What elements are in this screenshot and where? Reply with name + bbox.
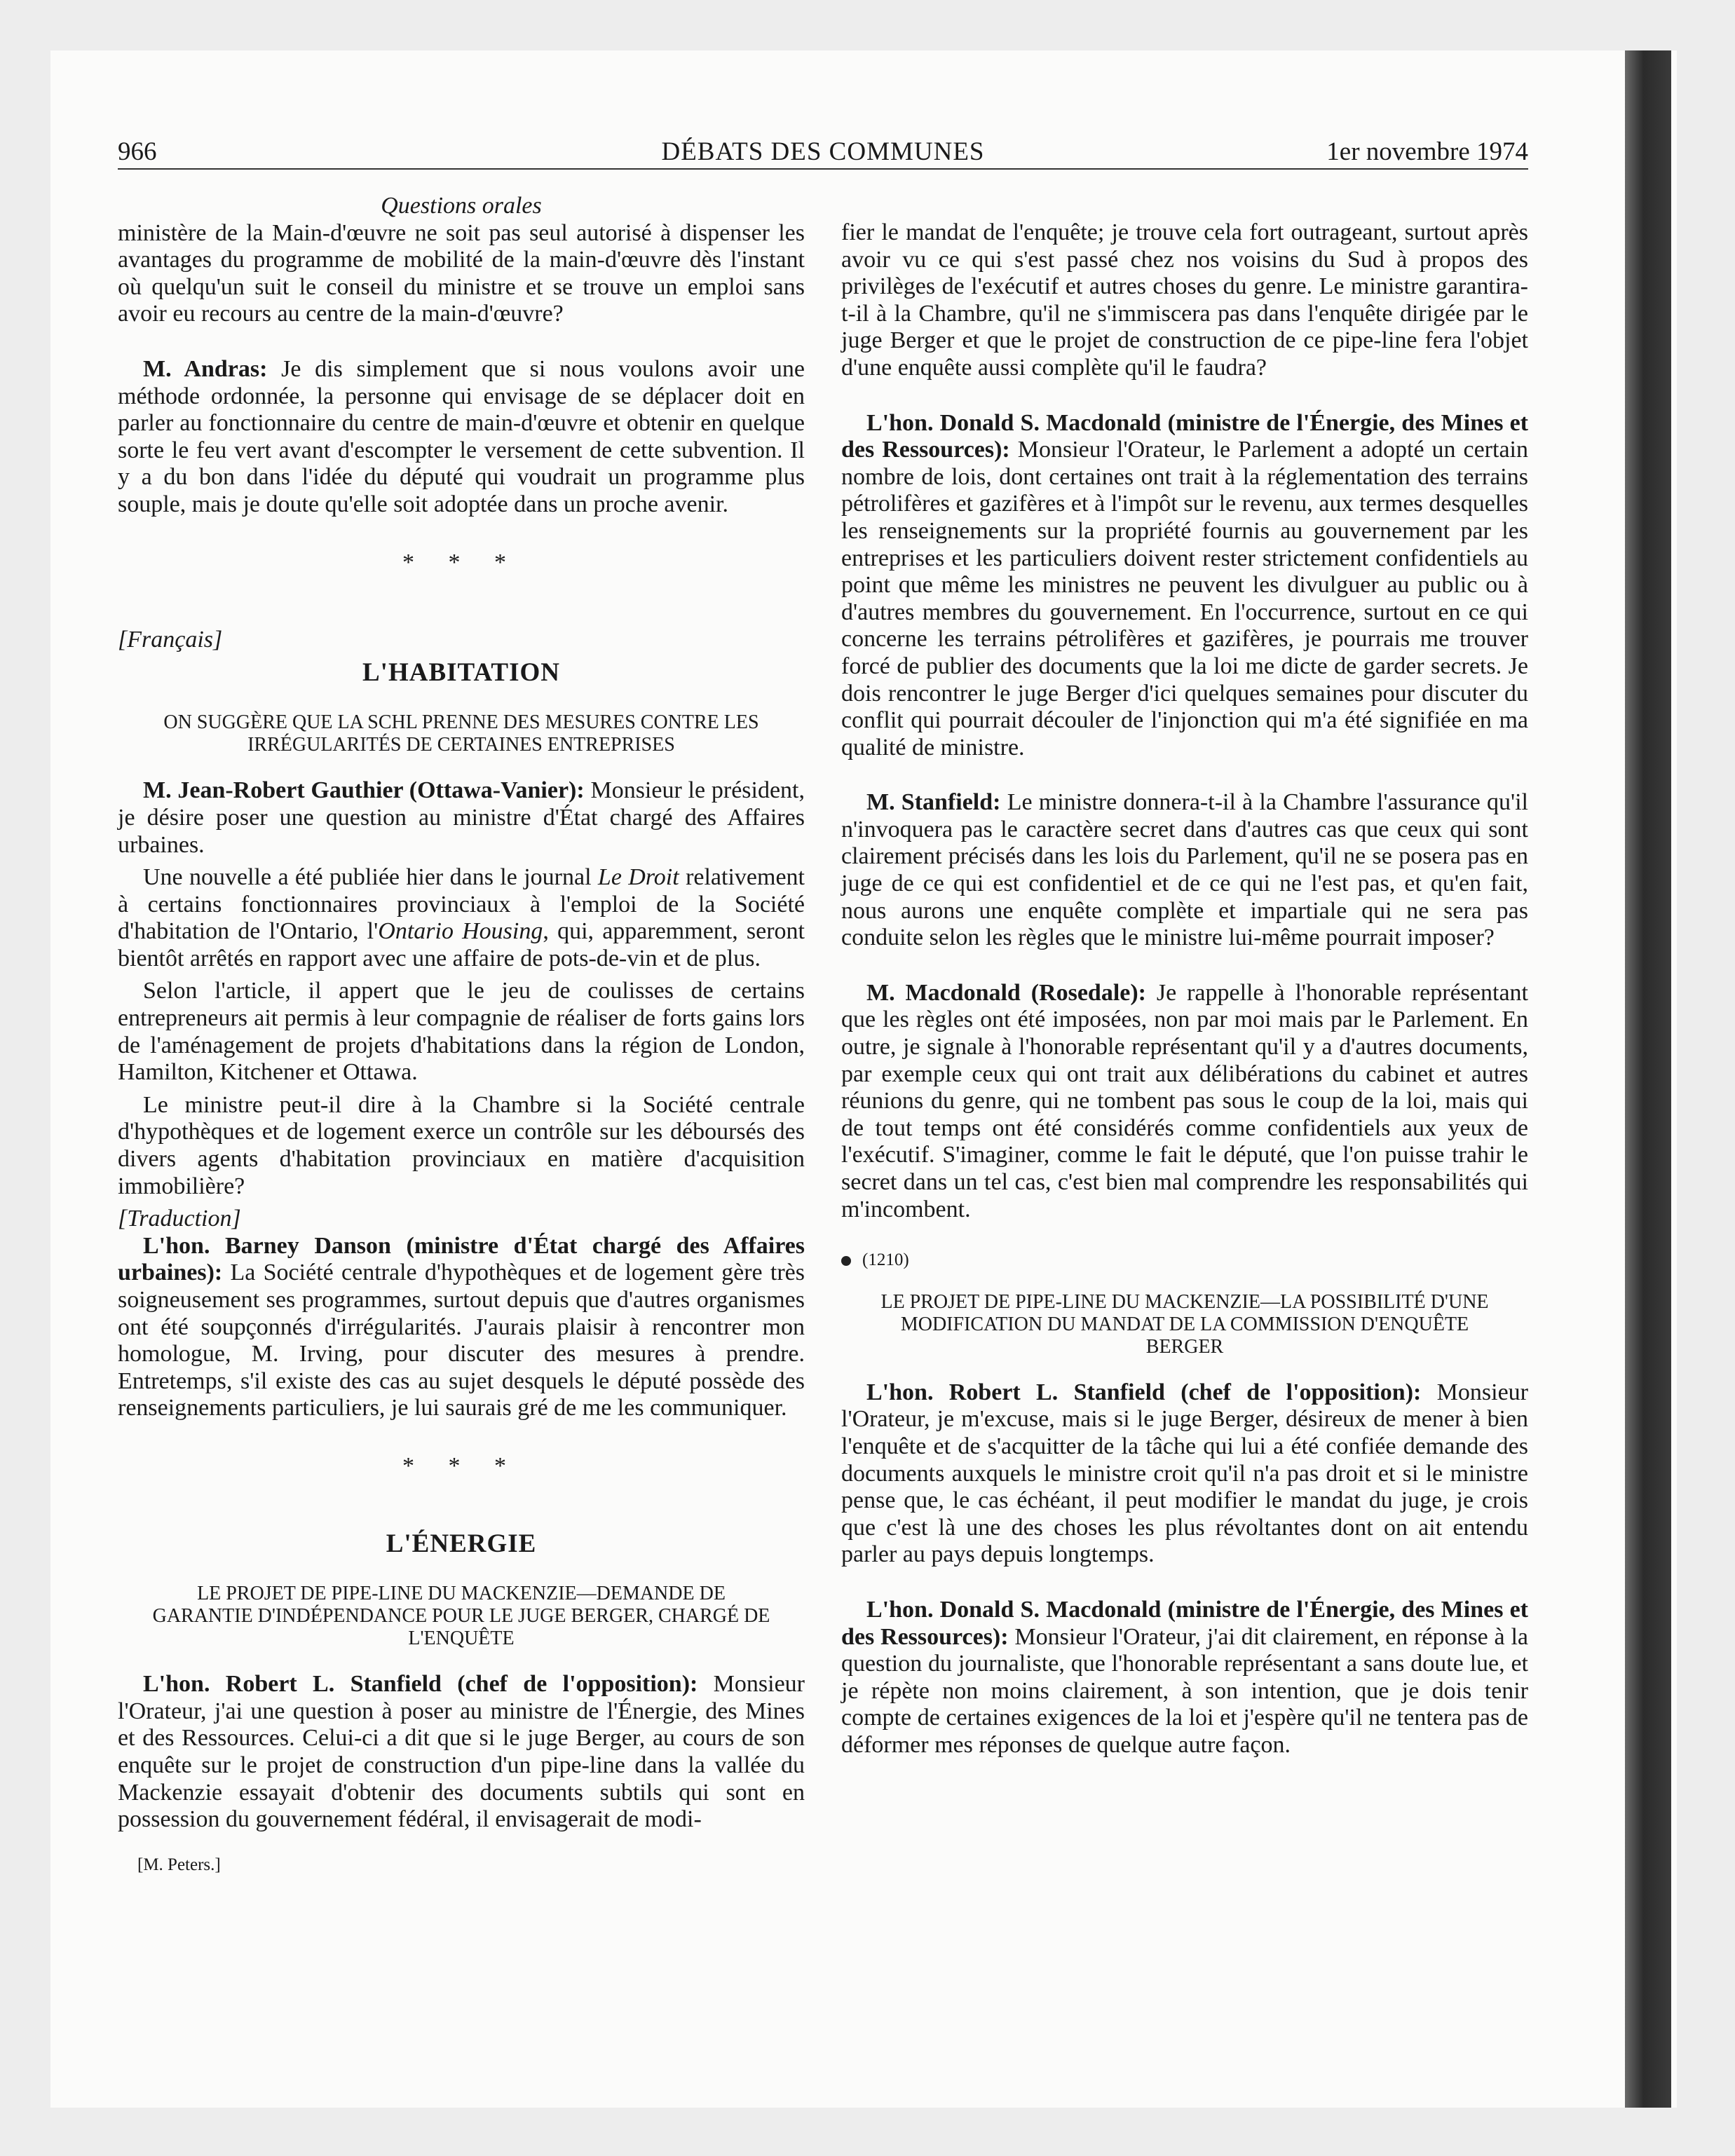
text-run: , qui, apparemment, seront bientôt arrêtés en rapport avec une affaire de pots-de-vin et de plus. [118, 918, 805, 971]
speech-text: Je dis simplement que si nous voulons avoir une méthode ordonnée, la personne qui envisage de se déplacer doit en parler au fonctionnaire du centre de main-d'œuvre et obtenir en quelque sorte le feu vert avant d'escompter le versement de cette subvention. Il y a du bon dans l'idée du député qui voudrait un programme plus souple, mais je doute qu'elle soit adoptée dans un proche avenir. [118, 355, 805, 517]
page-date: 1er novembre 1974 [1326, 137, 1528, 166]
speaker-name: M. Stanfield: [866, 789, 1001, 816]
speech [841, 1597, 1528, 1759]
organization-name: Ontario Housing [378, 918, 543, 945]
sub-heading: ON SUGGÈRE QUE LA SCHL PRENNE DES MESURES CONTRE LES IRRÉGULARITÉS DE CERTAINES ENTREPRISES [163, 711, 759, 756]
paragraph: ministère de la Main-d'œuvre ne soit pas seul autorisé à dispenser les avantages du programme de mobilité de la main-d'œuvre dès l'instant où quelqu'un suit le conseil du ministre et se trouve un emploi sans avoir eu recours au centre de la main-d'œuvre? [118, 219, 805, 327]
left-column [118, 193, 805, 1878]
speech-text: Monsieur le président, je désire poser une question au ministre d'État chargé des Affaires urbaines. [118, 777, 805, 858]
language-tag: [Traduction] [118, 1206, 241, 1232]
page-number: 966 [118, 137, 157, 166]
paragraph [118, 864, 805, 972]
speech-text: Le ministre donnera-t-il à la Chambre l'assurance qu'il n'invoquera pas le caractère secret dans d'autres cas que ceux qui sont clairement précisés dans les lois du Parlement, qu'il ne se posera pas en juge de ce qui est confidentiel et de ce qui ne l'est pas, et qu'en fait, nous aurons une enquête complète et impartiale qui ne sera pas conduite selon les règles que le ministre lui-même pourrait imposer? [841, 789, 1528, 951]
sub-heading: LE PROJET DE PIPE-LINE DU MACKENZIE—DEMANDE DE GARANTIE D'INDÉPENDANCE POUR LE JUGE BERGER, CHARGÉ DE L'ENQUÊTE [152, 1583, 770, 1650]
speaker-name: L'hon. Donald S. Macdonald (ministre de l'Énergie, des Mines et des Ressources): [841, 1596, 1528, 1650]
speaker-name: M. Macdonald (Rosedale): [866, 979, 1147, 1006]
speech [118, 1233, 805, 1422]
speech [841, 980, 1528, 1223]
speaker-name: L'hon. Donald S. Macdonald (ministre de l'Énergie, des Mines et des Ressources): [841, 409, 1528, 463]
speaker-name: L'hon. Barney Danson (ministre d'État chargé des Affaires urbaines): [118, 1232, 805, 1286]
speech [118, 777, 805, 859]
section-separator: * * * [402, 549, 520, 575]
time-marker [841, 1247, 1528, 1274]
book-spine-shadow [1625, 50, 1671, 2108]
section-heading: L'HABITATION [362, 657, 561, 687]
section-label: Questions orales [381, 193, 542, 219]
speech-text: Monsieur l'Orateur, le Parlement a adopté un certain nombre de lois, dont certaines ont trait à la réglementation des terrains pétrolifères et gazifères et à l'impôt sur le revenu, aux termes desquelles les renseignements sur la propriété fournis au gouvernement par les entreprises et les particuliers doivent rester strictement confidentiels au point que même les ministres ne peuvent les divulguer au public ou à d'autres membres du gouvernement. En l'occurrence, surtout en ce qui concerne les terrains pétrolifères et gazifères, je pourrais me trouver forcé de publier des documents que la loi me dicte de garder secrets. Je dois rencontrer le juge Berger d'ici quelques semaines pour discuter du conflit qui pourrait découler de l'injonction qui m'a été signifiée en ma qualité de ministre. [841, 437, 1528, 760]
speech-text: Monsieur l'Orateur, j'ai dit clairement, en réponse à la question du journaliste, que l'honorable représentant a sans doute lue, et je répète non moins clairement, à son intention, que je dois tenir compte de certaines exigences de la loi et j'espère qu'il ne tentera pas de déformer mes réponses de quelque autre façon. [841, 1623, 1528, 1758]
page-header [118, 136, 1528, 168]
speech [118, 1671, 805, 1834]
publication-title: DÉBATS DES COMMUNES [661, 137, 985, 166]
header-rule [118, 168, 1528, 170]
sub-heading: LE PROJET DE PIPE-LINE DU MACKENZIE—LA POSSIBILITÉ D'UNE MODIFICATION DU MANDAT DE LA COMMISSION D'ENQUÊTE BERGER [880, 1290, 1489, 1358]
speaker-name: L'hon. Robert L. Stanfield (chef de l'opposition): [143, 1671, 698, 1698]
speech [118, 356, 805, 519]
paragraph: Selon l'article, il appert que le jeu de coulisses de certains entrepreneurs ait permis à leur compagnie de réaliser de forts gains lors de l'aménagement de projets d'habitations dans la région de London, Hamilton, Kitchener et Ottawa. [118, 978, 805, 1086]
time-marker-text: (1210) [862, 1250, 909, 1270]
speech [841, 410, 1528, 762]
section-separator: * * * [402, 1452, 520, 1479]
speaker-name: L'hon. Robert L. Stanfield (chef de l'opposition): [866, 1379, 1422, 1405]
text-run: Une nouvelle a été publiée hier dans le journal [143, 864, 598, 891]
text-run: relativement à certains fonctionnaires provinciaux à l'emploi de la Société d'habitation de l'Ontario, l' [118, 864, 805, 945]
language-tag: [Français] [118, 627, 223, 653]
speaker-name: M. Jean-Robert Gauthier (Ottawa-Vanier): [143, 777, 585, 804]
speech-text: Monsieur l'Orateur, j'ai une question à poser au ministre de l'Énergie, des Mines et des Ressources. Celui-ci a dit que si le juge Berger, au cours de son enquête sur le projet de construction d'un pipe-line dans la vallée du Mackenzie essayait d'obtenir des documents subtils qui sont en possession du gouvernement fédéral, il envisagerait de modi- [118, 1671, 805, 1833]
right-column [841, 193, 1528, 1759]
speech [841, 789, 1528, 952]
section-heading: L'ÉNERGIE [386, 1529, 537, 1558]
paragraph: fier le mandat de l'enquête; je trouve cela fort outrageant, surtout après avoir vu ce qui s'est passé chez nos voisins du Sud à propos des privilèges de l'exécutif et autres choses du genre. Le ministre garantira-t-il à la Chambre, qu'il ne s'immiscera pas dans l'enquête dirigée par le juge Berger et que le projet de construction de ce pipe-line fera l'objet d'une enquête aussi complète qu'il le faudra? [841, 219, 1528, 381]
bullet-icon [841, 1256, 851, 1266]
speech-text: Monsieur l'Orateur, je m'excuse, mais si le juge Berger, désireux de mener à bien l'enquête et de s'acquitter de la tâche qui lui a été confiée demande des documents auxquels le ministre croit qu'il n'a pas droit et si le ministre pense que, le cas échéant, il peut modifier le mandat du juge, je crois que c'est là une des choses les plus révoltantes dont on ait entendu parler au pays depuis longtemps. [841, 1379, 1529, 1568]
paragraph: Le ministre peut-il dire à la Chambre si la Société centrale d'hypothèques et de logement exerce un contrôle sur les déboursés des divers agents d'habitation provinciaux en matière d'acquisition immobilière? [118, 1091, 805, 1199]
page-footer-speaker: [M. Peters.] [137, 1855, 221, 1874]
newspaper-name: Le Droit [597, 864, 679, 891]
speech-text: La Société centrale d'hypothèques et de logement gère très soigneusement ses programmes, surtout depuis que d'autres organismes ont été soupçonnés d'irrégularités. J'aurais plaisir à rencontrer mon homologue, M. Irving, pour discuter des mesures à prendre. Entretemps, s'il existe des cas au sujet desquels le député possède des renseignements particuliers, je lui saurais gré de me les communiquer. [118, 1260, 805, 1421]
speaker-name: M. Andras: [143, 355, 268, 382]
speech-text: Je rappelle à l'honorable représentant que les règles ont été imposées, non par moi mais par le Parlement. En outre, je signale à l'honorable représentant qu'il y a d'autres documents, par exemple ceux qui ont trait aux délibérations du cabinet et autres réunions du genre, qui ne tombent pas sous le coup de la loi, mais qui de tout temps ont été considérés comme confidentiels aux yeux de l'exécutif. S'imaginer, comme le fait le député, que l'on puisse trahir le secret dans un tel cas, c'est bien mal comprendre les responsabilités qui m'incombent. [841, 979, 1528, 1222]
speech [841, 1379, 1528, 1569]
